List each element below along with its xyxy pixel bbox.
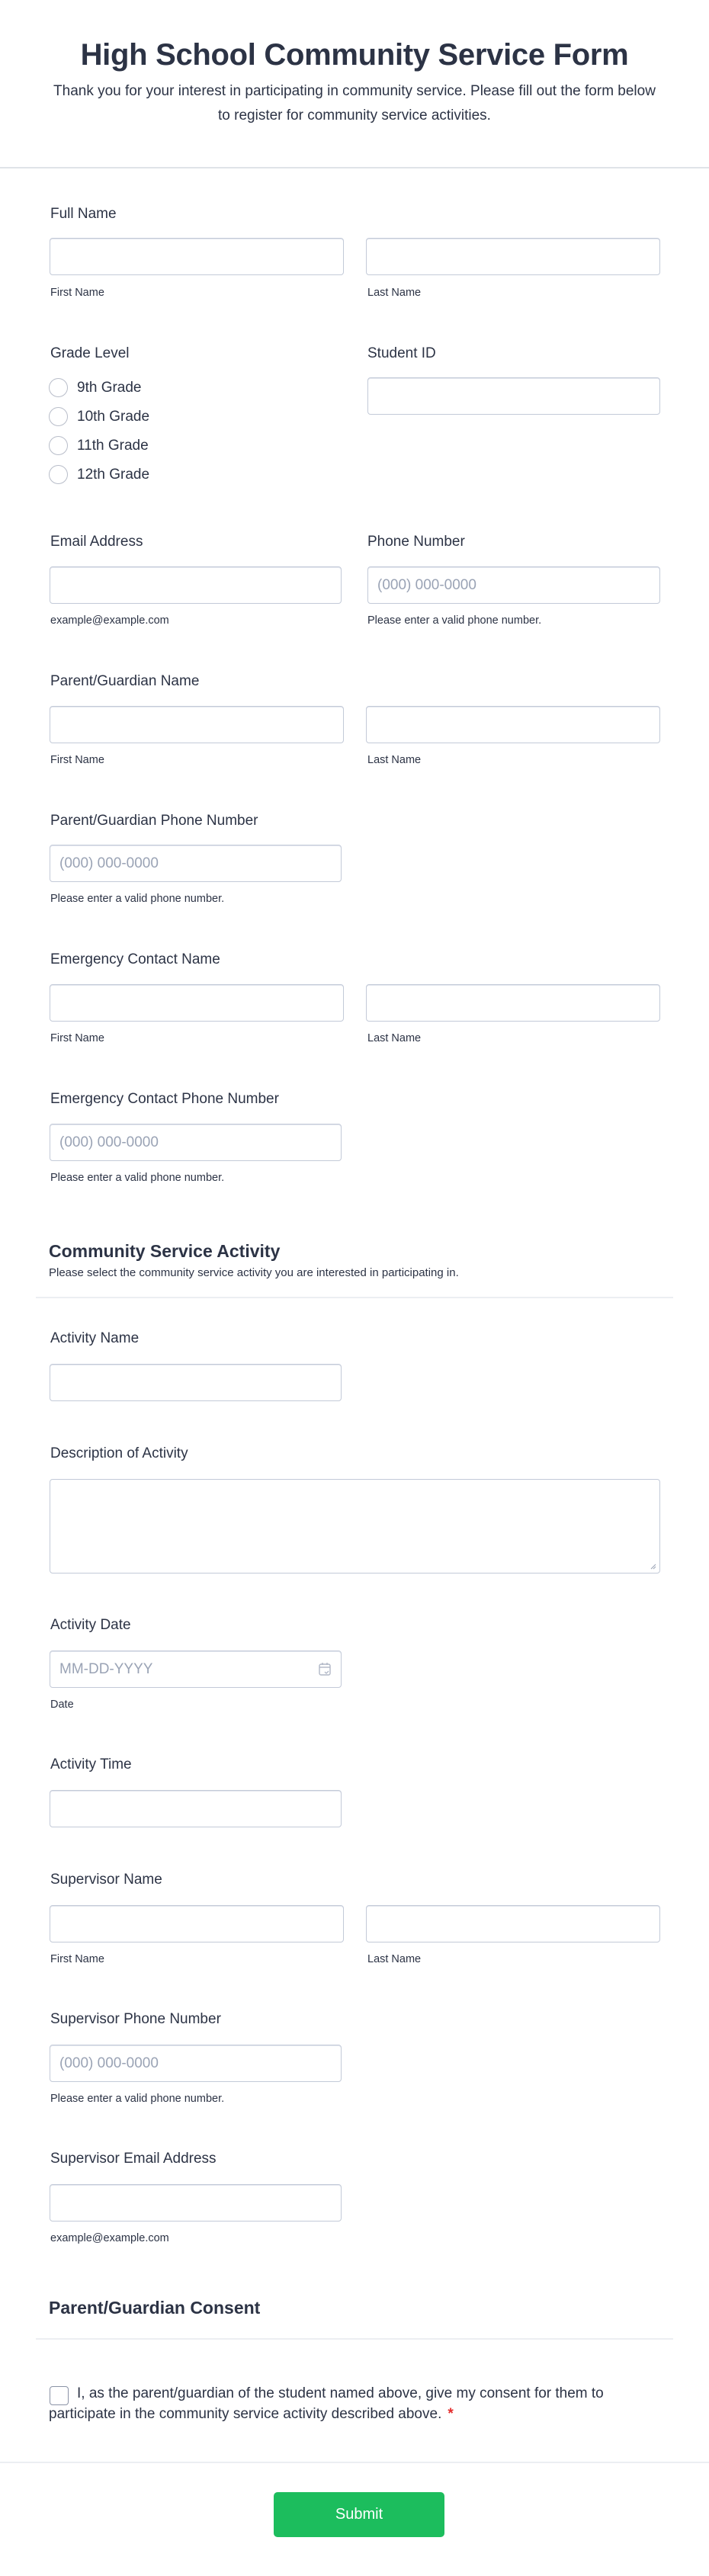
footer-divider (0, 2462, 709, 2463)
radio-button[interactable] (49, 436, 68, 455)
parent-name-label: Parent/Guardian Name (50, 673, 200, 689)
last-name-input[interactable] (366, 238, 660, 275)
supervisor-phone-label: Supervisor Phone Number (50, 2011, 221, 2027)
header-divider (0, 167, 709, 168)
phone-input[interactable] (367, 566, 660, 604)
resize-handle-icon[interactable] (650, 1564, 656, 1570)
required-asterisk: * (448, 2406, 454, 2422)
phone-sublabel: Please enter a valid phone number. (367, 614, 542, 627)
phone-label: Phone Number (367, 534, 465, 550)
parent-phone-placeholder: (000) 000-0000 (59, 855, 159, 871)
supervisor-email-label: Supervisor Email Address (50, 2151, 217, 2167)
emergency-last-name-input[interactable] (366, 984, 660, 1022)
parent-first-name-input[interactable] (50, 706, 344, 743)
grade-option-11[interactable] (49, 436, 68, 455)
emergency-name-label: Emergency Contact Name (50, 951, 220, 967)
consent-section-title: Parent/Guardian Consent (49, 2298, 261, 2318)
parent-first-name-sublabel: First Name (50, 754, 104, 766)
student-id-input[interactable] (367, 377, 660, 415)
radio-button[interactable] (49, 465, 68, 484)
consent-section-divider (36, 2338, 673, 2340)
activity-name-input[interactable] (50, 1364, 342, 1401)
activity-date-label: Activity Date (50, 1617, 131, 1633)
activity-date-sublabel: Date (50, 1699, 74, 1711)
parent-last-name-sublabel: Last Name (367, 754, 422, 766)
full-name-label: Full Name (50, 206, 117, 222)
grade-option-label[interactable]: 9th Grade (77, 380, 142, 396)
parent-phone-input[interactable] (50, 845, 342, 882)
form-title: High School Community Service Form (80, 38, 629, 72)
grade-option-9[interactable] (49, 378, 68, 397)
activity-date-placeholder: MM-DD-YYYY (59, 1661, 153, 1677)
parent-phone-label: Parent/Guardian Phone Number (50, 813, 258, 829)
supervisor-email-input[interactable] (50, 2184, 342, 2222)
emergency-phone-sublabel: Please enter a valid phone number. (50, 1172, 225, 1184)
activity-name-label: Activity Name (50, 1330, 140, 1346)
grade-option-label[interactable]: 10th Grade (77, 409, 150, 425)
grade-option-12[interactable] (49, 465, 68, 484)
supervisor-phone-sublabel: Please enter a valid phone number. (50, 2093, 225, 2105)
emergency-first-name-sublabel: First Name (50, 1032, 104, 1044)
consent-text[interactable] (49, 2383, 613, 2424)
activity-time-input[interactable] (50, 1790, 342, 1827)
form-subtitle: Thank you for your interest in participating in community service. Please fill out the form below to register for community service activities. (53, 83, 656, 124)
first-name-input[interactable] (50, 238, 344, 275)
activity-time-label: Activity Time (50, 1756, 132, 1772)
supervisor-last-name-input[interactable] (366, 1905, 660, 1942)
activity-description-label: Description of Activity (50, 1445, 188, 1461)
supervisor-first-name-input[interactable] (50, 1905, 344, 1942)
activity-date-input[interactable] (50, 1651, 342, 1688)
activity-description-textarea[interactable] (50, 1479, 660, 1574)
email-input[interactable] (50, 566, 342, 604)
grade-option-label[interactable]: 11th Grade (77, 438, 149, 454)
supervisor-last-name-sublabel: Last Name (367, 1953, 422, 1965)
activity-section-description: Please select the community service activity you are interested in participating in. (49, 1266, 459, 1279)
supervisor-email-sublabel: example@example.com (50, 2232, 169, 2244)
activity-section-divider (36, 1297, 673, 1298)
email-label: Email Address (50, 534, 143, 550)
emergency-first-name-input[interactable] (50, 984, 344, 1022)
grade-level-label: Grade Level (50, 345, 130, 361)
supervisor-phone-input[interactable] (50, 2045, 342, 2082)
supervisor-first-name-sublabel: First Name (50, 1953, 104, 1965)
grade-option-10[interactable] (49, 407, 68, 426)
emergency-phone-input[interactable] (50, 1124, 342, 1161)
radio-button[interactable] (49, 378, 68, 397)
submit-button[interactable]: Submit (274, 2492, 444, 2537)
emergency-last-name-sublabel: Last Name (367, 1032, 422, 1044)
student-id-label: Student ID (367, 345, 436, 361)
activity-section-title: Community Service Activity (49, 1241, 281, 1261)
parent-last-name-input[interactable] (366, 706, 660, 743)
first-name-sublabel: First Name (50, 287, 104, 299)
consent-label: I, as the parent/guardian of the student named above, give my consent for them to participate in the community service activity described above. (49, 2385, 604, 2422)
radio-button[interactable] (49, 407, 68, 426)
grade-option-label[interactable]: 12th Grade (77, 467, 150, 483)
emergency-phone-placeholder: (000) 000-0000 (59, 1134, 159, 1150)
last-name-sublabel: Last Name (367, 287, 422, 299)
email-sublabel: example@example.com (50, 614, 169, 627)
parent-phone-sublabel: Please enter a valid phone number. (50, 893, 225, 905)
emergency-phone-label: Emergency Contact Phone Number (50, 1091, 279, 1107)
supervisor-name-label: Supervisor Name (50, 1872, 162, 1888)
calendar-icon[interactable] (318, 1661, 332, 1676)
phone-placeholder: (000) 000-0000 (377, 577, 476, 593)
supervisor-phone-placeholder: (000) 000-0000 (59, 2055, 159, 2071)
